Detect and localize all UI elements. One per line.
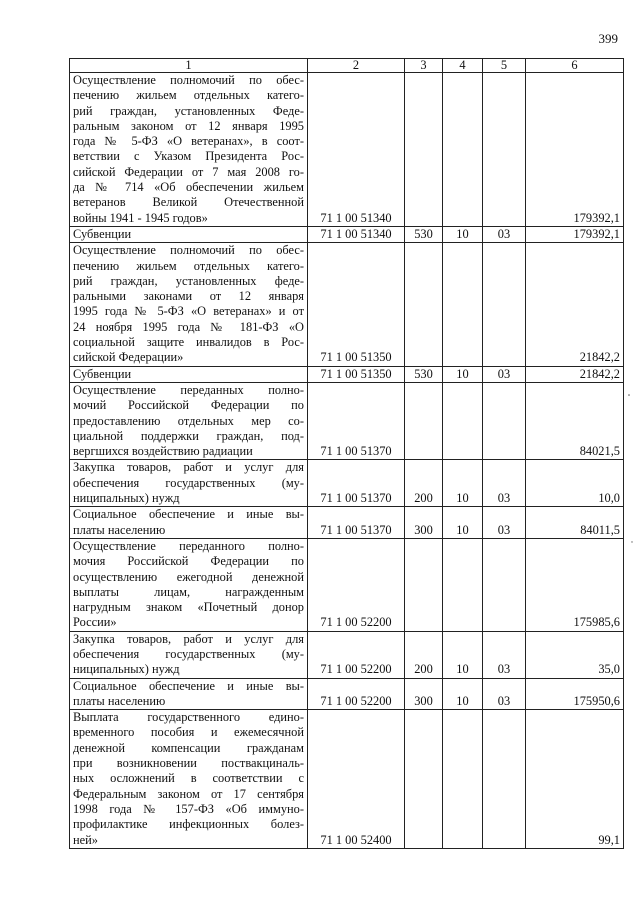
row-amount: 84021,5 — [526, 382, 624, 459]
row-rz: 10 — [443, 366, 483, 382]
row-code: 71 1 00 51340 — [308, 73, 405, 227]
row-name-line: Субвенции — [73, 226, 132, 241]
row-name-line: выплаты лицам, награжденным — [73, 584, 304, 599]
row-name-line: Социальное обеспечение и иные вы- — [73, 507, 304, 522]
row-name-line: печению жильем отдельных катего- — [73, 88, 304, 103]
row-pr: 03 — [483, 460, 526, 507]
row-code: 71 1 00 51370 — [308, 382, 405, 459]
row-name-line: да № 714 «Об обеспечении жильем — [73, 180, 304, 195]
row-name-line: года № 5-ФЗ «О ветеранах», в соот- — [73, 134, 304, 149]
row-name-line: войны 1941 - 1945 годов» — [73, 210, 208, 225]
row-name-line: рий граждан, установленных феде- — [73, 273, 304, 288]
row-name-line: нагрудным знаком «Почетный донор — [73, 600, 304, 615]
row-name-line: платы населению — [73, 522, 166, 537]
row-name-line: предоставлению отдельных мер со- — [73, 413, 304, 428]
header-col-5: 5 — [483, 59, 526, 73]
row-amount: 21842,2 — [526, 366, 624, 382]
row-name-line: Социальное обеспечение и иные вы- — [73, 678, 304, 693]
row-vr: 530 — [405, 226, 443, 242]
row-name-line: Закупка товаров, работ и услуг для — [73, 631, 304, 646]
row-name-line: при возникновении поствакциналь- — [73, 756, 304, 771]
row-name-line: 1995 года № 5-ФЗ «О ветеранах» и от — [73, 304, 304, 319]
row-amount: 84011,5 — [526, 507, 624, 539]
row-name-line: Федеральным законом от 17 сентября — [73, 786, 304, 801]
row-vr: 300 — [405, 507, 443, 539]
row-rz: 10 — [443, 460, 483, 507]
row-code: 71 1 00 51350 — [308, 243, 405, 366]
row-name-line: осуществлению ежегодной денежной — [73, 569, 304, 584]
row-name-line: 24 ноября 1995 года № 181-ФЗ «О — [73, 319, 304, 334]
row-amount: 179392,1 — [526, 73, 624, 227]
header-col-6: 6 — [526, 59, 624, 73]
scan-speck — [628, 394, 630, 396]
header-col-2: 2 — [308, 59, 405, 73]
header-col-3: 3 — [405, 59, 443, 73]
row-code: 71 1 00 52400 — [308, 710, 405, 849]
row-name-line: Осуществление полномочий по обес- — [73, 73, 304, 87]
row-rz: 10 — [443, 678, 483, 710]
row-rz: 10 — [443, 631, 483, 678]
row-vr: 200 — [405, 631, 443, 678]
row-pr: 03 — [483, 678, 526, 710]
row-rz: 10 — [443, 226, 483, 242]
row-pr: 03 — [483, 226, 526, 242]
page-number: 399 — [598, 31, 618, 46]
row-amount: 35,0 — [526, 631, 624, 678]
row-name-line: мочий Российской Федерации по — [73, 398, 304, 413]
row-name-line: платы населению — [73, 693, 166, 708]
row-name-line: России» — [73, 615, 117, 630]
row-amount: 175950,6 — [526, 678, 624, 710]
row-name-line: ниципальных) нужд — [73, 662, 180, 677]
row-code: 71 1 00 51350 — [308, 366, 405, 382]
row-name-line: ных осложнений в соответствии с — [73, 771, 304, 786]
row-name-line: ней» — [73, 832, 98, 847]
row-name-line: обеспечения государственных (му- — [73, 475, 304, 490]
row-name-line: Закупка товаров, работ и услуг для — [73, 460, 304, 475]
row-name-line: циальной поддержки граждан, под- — [73, 428, 304, 443]
row-name-line: профилактике инфекционных болез- — [73, 817, 304, 832]
row-pr: 03 — [483, 366, 526, 382]
row-pr: 03 — [483, 507, 526, 539]
header-col-4: 4 — [443, 59, 483, 73]
row-name-line: денежной компенсации гражданам — [73, 740, 304, 755]
row-name-line: Осуществление переданного полно- — [73, 538, 304, 553]
row-name-line: сийской Федерации» — [73, 350, 184, 365]
row-name-line: Осуществление переданных полно- — [73, 382, 304, 397]
row-name-line: Осуществление полномочий по обес- — [73, 243, 304, 258]
row-name-line: ниципальных) нужд — [73, 491, 180, 506]
row-name-line: ветствии с Указом Президента Рос- — [73, 149, 304, 164]
row-name-line: 1998 года № 157-ФЗ «Об иммуно- — [73, 801, 304, 816]
row-vr: 530 — [405, 366, 443, 382]
row-code: 71 1 00 51370 — [308, 460, 405, 507]
row-rz: 10 — [443, 507, 483, 539]
row-name-line: Выплата государственного едино- — [73, 710, 304, 725]
row-name-line: ветеранов Великой Отечественной — [73, 195, 304, 210]
row-amount: 179392,1 — [526, 226, 624, 242]
row-code: 71 1 00 51340 — [308, 226, 405, 242]
row-amount: 175985,6 — [526, 538, 624, 631]
row-name-line: рий граждан, установленных Феде- — [73, 103, 304, 118]
row-name-line: ральным законом от 12 января 1995 — [73, 118, 304, 133]
row-code: 71 1 00 52200 — [308, 678, 405, 710]
row-amount: 21842,2 — [526, 243, 624, 366]
row-name-line: обеспечения государственных (му- — [73, 646, 304, 661]
row-pr: 03 — [483, 631, 526, 678]
row-amount: 10,0 — [526, 460, 624, 507]
row-name-line: печению жильем отдельных катего- — [73, 258, 304, 273]
scan-speck — [631, 541, 632, 542]
row-name-line: Субвенции — [73, 366, 132, 381]
row-name-line: временного пособия и ежемесячной — [73, 725, 304, 740]
row-name-line: вергшихся воздействию радиации — [73, 444, 253, 459]
row-code: 71 1 00 52200 — [308, 538, 405, 631]
row-code: 71 1 00 51370 — [308, 507, 405, 539]
row-name-line: сийской Федерации от 7 мая 2008 го- — [73, 164, 304, 179]
row-vr: 300 — [405, 678, 443, 710]
row-name-line: мочия Российской Федерации по — [73, 554, 304, 569]
row-code: 71 1 00 52200 — [308, 631, 405, 678]
row-name-line: социальной защите инвалидов в Рос- — [73, 335, 304, 350]
row-amount: 99,1 — [526, 710, 624, 849]
header-col-1: 1 — [70, 59, 308, 73]
row-vr: 200 — [405, 460, 443, 507]
row-name-line: ральными законами от 12 января — [73, 289, 304, 304]
